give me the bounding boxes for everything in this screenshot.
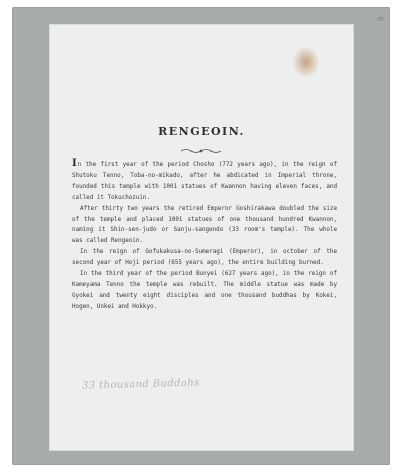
paragraph-2-text: After thirty two years the retired Emperor Goshirakawa doubled the size of the temple and placed 1001 statues of one thousand hundred Kwannon, naming it Shin-sen-judo or Sanju-sangendo (33 room's temple). The whole was called Rengeoin. [72, 205, 337, 245]
paragraph-4-text: In the third year of the period Bunyei (627 years ago), in the reign of Kameyama Tenno the temple was rebuilt. The middle statue was made by Gyokei and twenty eight disciples and one thousand buddhas by Kokei, Hogen, Unkei and Hokkyo. [72, 271, 337, 310]
document-title: RENGEOIN. [158, 125, 245, 138]
title-ornament-icon [180, 148, 222, 154]
foxing-stain [293, 47, 319, 77]
paragraph-1 [72, 160, 337, 204]
paragraph-3 [72, 247, 337, 269]
paragraph-3-text: In the reign of Gofukakusa-no-Sumeragi (Emperor), in october of the second year of Hoji period (655 years ago), the entire building burned. [72, 249, 337, 267]
document-body [72, 160, 337, 313]
mount-edge-note: 6 [375, 16, 384, 21]
paragraph-4 [72, 269, 337, 313]
handwritten-pencil-note: 33 thousand Buddahs [81, 377, 200, 392]
paragraph-1-text: n the first year of the period Chosho (772 years ago), in the reign of Shutoku Tenno, Toba-no-mikado, after he abdicated in Imperial throne, founded this temple with 1001 statues of Kwannon having eleven faces, and called it Tokuchozuin. [72, 162, 337, 201]
document-sheet [50, 25, 353, 450]
drop-cap: I [72, 158, 77, 169]
paragraph-2 [72, 204, 337, 248]
